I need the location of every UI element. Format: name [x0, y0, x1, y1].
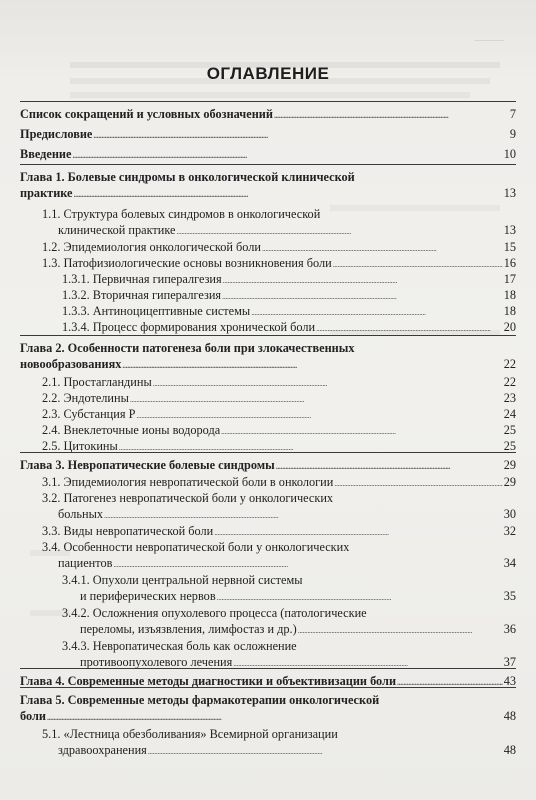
toc-entry-label: Глава 4. Современные методы диагностики и объективизации боли: [20, 674, 397, 688]
toc-entry-label: практике: [20, 186, 73, 200]
dot-leader: [148, 742, 503, 760]
toc-entry[interactable]: [80, 621, 516, 639]
dot-leader: [316, 319, 503, 337]
page-number: 25: [503, 439, 516, 453]
page-number: 43: [503, 674, 516, 688]
toc-entry-label: 1.3.2. Вторичная гипералгезия: [62, 288, 222, 302]
toc-entry-label: 3.1. Эпидемиология невропатической боли в онкологии: [42, 475, 334, 489]
toc-entry[interactable]: [58, 555, 516, 573]
toc-entry-label: Предисловие: [20, 127, 93, 141]
page-number: 35: [503, 589, 516, 603]
page-number: 9: [509, 127, 516, 141]
toc-entry-text: 3.4.3. Невропатическая боль как осложнение: [62, 639, 297, 653]
toc-entry-label: больных: [58, 507, 103, 521]
page-title: ОГЛАВЛЕНИЕ: [206, 64, 330, 83]
page-number: 13: [503, 223, 516, 237]
page-number: 29: [503, 458, 516, 472]
toc-entry-text: 5.1. «Лестница обезболивания» Всемирной организации: [42, 727, 338, 741]
dot-leader: [177, 222, 503, 240]
page-number: 7: [509, 107, 516, 121]
toc-entry-text: 3.4.2. Осложнения опухолевого процесса (патологические: [62, 606, 367, 620]
toc-entry[interactable]: [80, 654, 516, 672]
toc-entry-text: Глава 1. Болевые синдромы в онкологической клинической: [20, 170, 355, 184]
toc-entry-label: 1.3.3. Антиноцицептивные системы: [62, 304, 251, 318]
toc-entry-text: 3.4. Особенности невропатической боли у онкологических: [42, 540, 350, 554]
toc-chapter-entry[interactable]: [20, 673, 516, 691]
toc-entry-label: здравоохранения: [58, 743, 147, 757]
toc-entry-label: 1.3. Патофизиологические основы возникновения боли: [42, 256, 332, 270]
dot-leader: [74, 185, 503, 203]
toc-entry-label: 1.2. Эпидемиология онкологической боли: [42, 240, 261, 254]
page-number: 29: [503, 475, 516, 489]
toc-entry-label: новообразованиях: [20, 357, 122, 371]
page-number: 13: [503, 186, 516, 200]
toc-entry-label: 2.1. Простагландины: [42, 375, 152, 389]
page-number: 10: [503, 147, 516, 161]
page-number: 24: [503, 407, 516, 421]
page-number: 48: [503, 709, 516, 723]
toc-entry-label: пациентов: [58, 556, 113, 570]
toc-entry-label: 1.3.4. Процесс формирования хронической боли: [62, 320, 316, 334]
dot-leader: [119, 438, 503, 456]
toc-chapter-entry[interactable]: [20, 126, 516, 144]
page-number: 36: [503, 622, 516, 636]
dot-leader: [298, 621, 503, 639]
page-number: 22: [503, 375, 516, 389]
toc-entry-label: 3.3. Виды невропатической боли: [42, 524, 214, 538]
page-number: 34: [503, 556, 516, 570]
toc-entry-label: переломы, изъязвления, лимфостаз и др.): [80, 622, 297, 636]
toc-entry-text: Глава 2. Особенности патогенеза боли при злокачественных: [20, 341, 355, 355]
toc-chapter-entry[interactable]: [20, 146, 516, 164]
toc-entry-label: 2.3. Субстанция Р: [42, 407, 136, 421]
dot-leader: [47, 708, 503, 726]
dot-leader: [104, 506, 503, 524]
dot-leader: [217, 588, 503, 606]
page-number: 22: [503, 357, 516, 371]
toc-entry-label: 2.5. Цитокины: [42, 439, 118, 453]
toc-chapter-entry[interactable]: [20, 356, 516, 374]
toc-entry-text: 3.4.1. Опухоли центральной нервной системы: [62, 573, 303, 587]
toc-entry-label: клинической практике: [58, 223, 176, 237]
dot-leader: [276, 457, 503, 475]
page-number: 17: [503, 272, 516, 286]
page-number: 15: [503, 240, 516, 254]
section-divider: [20, 101, 516, 102]
toc-entry-label: 1.3.1. Первичная гипералгезия: [62, 272, 222, 286]
toc-entry-text: Глава 5. Современные методы фармакотерапии онкологической: [20, 693, 380, 707]
toc-entry-label: Введение: [20, 147, 72, 161]
toc-chapter-entry[interactable]: [20, 106, 516, 124]
toc-entry-text: 1.1. Структура болевых синдромов в онкологической: [42, 207, 321, 221]
toc-chapter-entry[interactable]: [20, 708, 516, 726]
dot-leader: [334, 474, 502, 492]
toc-entry-label: боли: [20, 709, 46, 723]
toc-chapter-entry[interactable]: [20, 185, 516, 203]
toc-entry-label: противоопухолевого лечения: [80, 655, 233, 669]
dot-leader: [397, 673, 503, 691]
toc-entry[interactable]: [58, 506, 516, 524]
dot-leader: [93, 126, 508, 144]
toc-entry[interactable]: [58, 742, 516, 760]
page-number: 30: [503, 507, 516, 521]
toc-chapter-entry[interactable]: [20, 457, 516, 475]
page-number: 16: [503, 256, 516, 270]
page-number: 18: [503, 288, 516, 302]
toc-entry-label: 2.2. Эндотелины: [42, 391, 129, 405]
page-number: 37: [503, 655, 516, 669]
toc-entry-label: Список сокращений и условных обозначений: [20, 107, 273, 121]
toc-entry-text: 3.2. Патогенез невропатической боли у онкологических: [42, 491, 334, 505]
section-divider: [20, 164, 516, 165]
page-number: 23: [503, 391, 516, 405]
toc-entry[interactable]: [58, 222, 516, 240]
page-number: 20: [503, 320, 516, 334]
page-number: 25: [503, 423, 516, 437]
page-number: 18: [503, 304, 516, 318]
toc-entry-label: Глава 3. Невропатические болевые синдромы: [20, 458, 275, 472]
dot-leader: [72, 146, 502, 164]
page-number: 48: [503, 743, 516, 757]
dot-leader: [233, 654, 502, 672]
toc-entry[interactable]: [62, 319, 516, 337]
page-number: 32: [503, 524, 516, 538]
dot-leader: [122, 356, 502, 374]
toc-entry-label: 2.4. Внеклеточные ионы водорода: [42, 423, 221, 437]
dot-leader: [113, 555, 502, 573]
toc-entry[interactable]: [42, 438, 516, 456]
toc-entry[interactable]: [80, 588, 516, 606]
dot-leader: [274, 106, 509, 124]
toc-entry-label: и периферических нервов: [80, 589, 216, 603]
